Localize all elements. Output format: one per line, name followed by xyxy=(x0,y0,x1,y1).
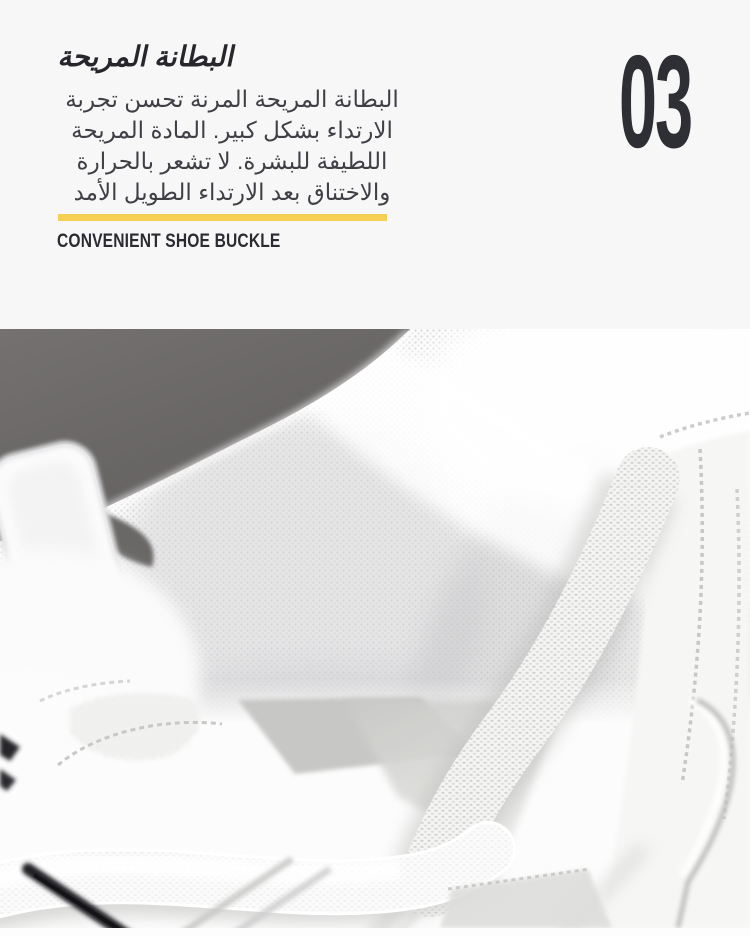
accent-divider xyxy=(58,214,387,221)
bottom-margin-strip xyxy=(0,928,750,936)
caption-english: CONVENIENT SHOE BUCKLE xyxy=(57,231,281,252)
description-line: البطانة المريحة المرنة تحسن تجربة xyxy=(65,86,399,112)
page-title: البطانة المريحة xyxy=(56,41,239,72)
sneaker-closeup-illustration xyxy=(0,329,750,928)
description-line: اللطيفة للبشرة. لا تشعر بالحرارة xyxy=(76,148,388,174)
description-line: والاختناق بعد الارتداء الطويل الأمد xyxy=(73,179,391,205)
description-line: الارتداء بشكل كبير. المادة المريحة xyxy=(71,117,393,143)
product-description xyxy=(36,84,428,208)
product-photo xyxy=(0,329,750,928)
section-index-number: 03 xyxy=(618,28,692,175)
